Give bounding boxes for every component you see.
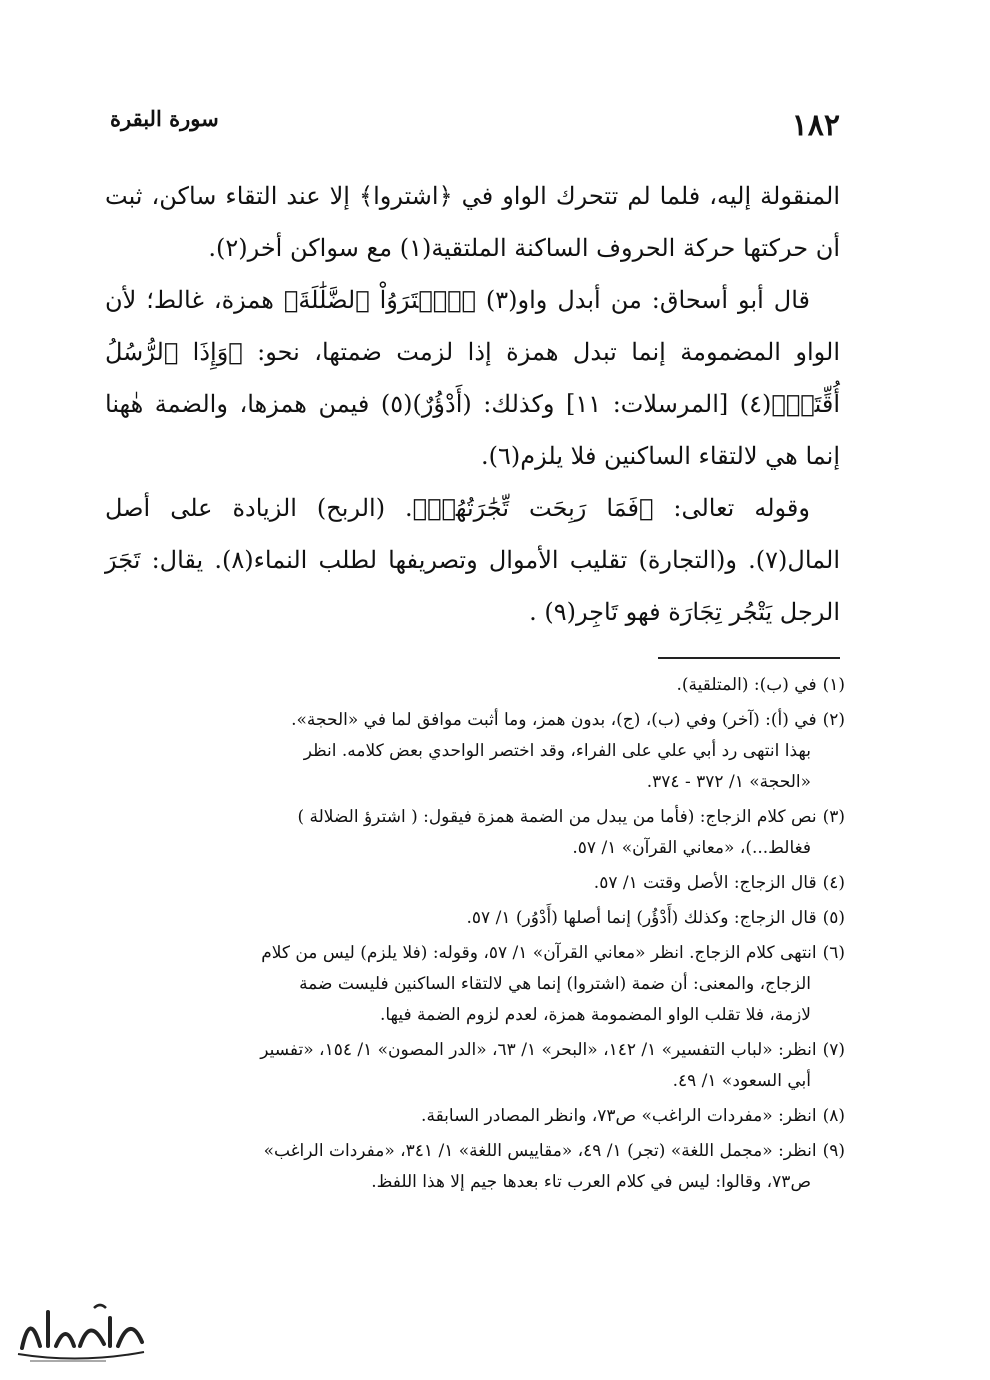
footnote-text: الزجاج، والمعنى: أن ضمة (اشتروا) إنما هي لالتقاء الساكنين فليست ضمة (299, 974, 811, 994)
footnote-6 (105, 938, 845, 1031)
page-number: ١٨٢ (791, 108, 840, 143)
running-head (100, 100, 840, 143)
footnote-text: قال الزجاج: وكذلك (أَدْؤُر) إنما أصلها (أَدْوُر) ١/ ٥٧. (466, 908, 817, 928)
footnote-text: انظر: «مجمل اللغة» (تجر) ١/ ٤٩، «مقاييس اللغة» ١/ ٣٤١، «مفردات الراغب» (263, 1141, 817, 1161)
footnote-text: انظر: «لباب التفسير» ١/ ١٤٢، «البحر» ١/ ٦٣، «الدر المصون» ١/ ١٥٤، «تفسير (260, 1040, 817, 1060)
paragraph-3: وقوله تعالى: ﴿فَمَا رَبِحَت تِّجَٰرَتُهُمۡ﴾. (الربح) الزيادة على أصل المال(٧). و(التجارة) تقليب الأموال وتصريفها لطلب النماء(٨). يقال: تَجَرَ الرجل يَتْجُر تِجَارَة فهو تَاجِر(٩) . (105, 494, 840, 626)
footnote-text: في (ب): (المتلقية). (676, 675, 817, 695)
footnote-number: (٥) (822, 908, 845, 928)
footnote-number: (٤) (822, 873, 845, 893)
footnote-9 (105, 1136, 845, 1198)
footnote-separator (658, 657, 840, 659)
footnote-text: في (أ): (آخر) وفي (ب)، (ج)، بدون همز، وما أثبت موافق لما في «الحجة». (291, 710, 817, 730)
footnotes (105, 670, 845, 1202)
footnote-4 (105, 868, 845, 899)
footnote-number: (١) (822, 675, 845, 695)
footnote-3 (105, 802, 845, 864)
footnote-text: فغالط...)، «معاني القرآن» ١/ ٥٧. (572, 838, 811, 858)
surah-title: سورة البقرة (110, 106, 219, 131)
footnote-text: لازمة، فلا تقلب الواو المضمومة همزة، لعدم لزوم الضمة فيها. (379, 1005, 811, 1025)
footnote-2 (105, 705, 845, 798)
footnote-number: (٢) (822, 710, 845, 730)
footnote-text: ص٧٣، وقالوا: ليس في كلام العرب تاء بعدها جيم إلا هذا اللفظ. (371, 1172, 811, 1192)
footnote-text: «الحجة» ١/ ٣٧٢ - ٣٧٤. (646, 772, 811, 792)
paragraph-1: المنقولة إليه، فلما لم تتحرك الواو في ﴿اشتروا﴾ إلا عند التقاء ساكن، ثبت أن حركتها حركة الحروف الساكنة الملتقية(١) مع سواكن أخر(٢). (105, 182, 840, 262)
footnote-5 (105, 903, 845, 934)
footnote-number: (٨) (822, 1106, 845, 1126)
main-text (105, 170, 840, 638)
paragraph-2: قال أبو أسحاق: من أبدل واو(٣) ﴿ٱشۡتَرَوُاْ ٱلضَّلَٰلَةَ﴾ همزة، غالط؛ لأن الواو المضمومة إنما تبدل همزة إذا لزمت ضمتها، نحو: ﴿وَإِذَا ٱلرُّسُلُ أُقِّتَتۡ﴾(٤) [المرسلات: ١١] وكذلك: (أَدْؤُرٌ)(٥) فيمن همزها، والضمة هٰهنا إنما هي لالتقاء الساكنين فلا يلزم(٦). (105, 286, 840, 470)
footnote-number: (٩) (822, 1141, 845, 1161)
footnote-1 (105, 670, 845, 701)
footnote-number: (٣) (822, 807, 845, 827)
footnote-text: أبي السعود» ١/ ٤٩. (672, 1071, 811, 1091)
footnote-text: انظر: «مفردات الراغب» ص٧٣، وانظر المصادر السابقة. (421, 1106, 817, 1126)
footnote-text: انتهى كلام الزجاج. انظر «معاني القرآن» ١/ ٥٧، وقوله: (فلا يلزم) ليس من كلام (261, 943, 817, 963)
footnote-number: (٦) (822, 943, 845, 963)
publisher-logo (10, 1298, 150, 1368)
footnote-number: (٧) (822, 1040, 845, 1060)
footnote-text: قال الزجاج: الأصل وقتت ١/ ٥٧. (593, 873, 817, 893)
footnote-text: نص كلام الزجاج: (فأما من يبدل من الضمة همزة فيقول: ( اشترؤ الضلالة ) (297, 807, 817, 827)
footnote-7 (105, 1035, 845, 1097)
footnote-text: بهذا انتهى رد أبي علي على الفراء، وقد اختصر الواحدي بعض كلامه. انظر (303, 741, 811, 761)
footnote-8 (105, 1101, 845, 1132)
